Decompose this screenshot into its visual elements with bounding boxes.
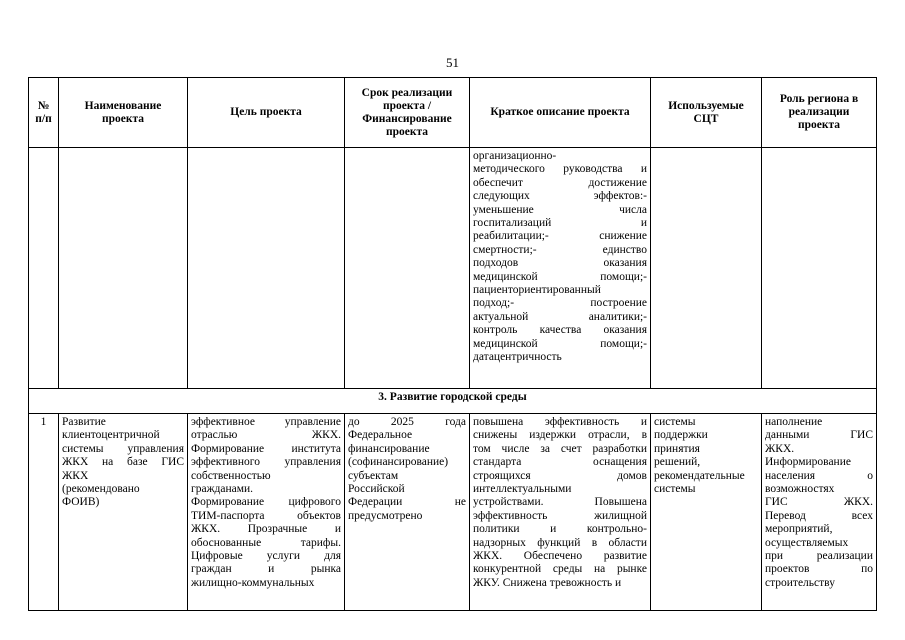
projects-table	[28, 77, 877, 611]
header-desc: Краткое описание проекта	[470, 78, 651, 148]
cell-text-line: проектов по	[765, 563, 873, 576]
cell-text-line: рекомендательные	[654, 469, 745, 482]
cell-text-line: строительству	[765, 576, 835, 589]
cell-text-line: предусмотрено	[348, 509, 423, 522]
cell-text-line: медицинской помощи;-	[473, 337, 647, 350]
cell-text-line: ЖКУ. Снижена тревожность и	[473, 576, 622, 589]
cell-text-line: надзорных функций в области	[473, 536, 647, 549]
cell-text-line: клиентоцентричной	[62, 429, 160, 442]
table-row	[29, 414, 877, 611]
cell-empty	[29, 148, 59, 389]
cell-empty	[651, 148, 762, 389]
cell-text-line: Российской	[348, 483, 405, 496]
cell-text-line: наполнение	[765, 416, 823, 428]
cell-text-line: организационно-	[473, 150, 557, 162]
cell-text-line: ФОИВ)	[62, 496, 100, 509]
cell-text-line: (рекомендовано	[62, 483, 140, 495]
cell-text-line: стандарта оснащения	[473, 456, 647, 469]
cell-role	[762, 414, 877, 611]
cell-text-line: при реализации	[765, 550, 873, 562]
cell-text-line: данными ГИС	[765, 429, 873, 442]
header-role: Роль региона в реализации проекта	[762, 78, 877, 148]
cell-text-line: подход;- построение	[473, 297, 647, 310]
cell-text-line: осуществляемых	[765, 536, 849, 549]
table-row-continued	[29, 148, 877, 389]
cell-text-line: контроль качества оказания	[473, 324, 647, 337]
section-title: 3. Развитие городской среды	[29, 389, 877, 414]
cell-term	[345, 414, 470, 611]
cell-text-line: подходов оказания	[473, 257, 647, 270]
cell-text-line: гражданами.	[191, 482, 254, 495]
cell-text-line: ЖКХ.	[765, 442, 795, 455]
cell-text-line: ТИМ-паспорта объектов	[191, 509, 341, 522]
cell-text-line: собственностью	[191, 469, 271, 482]
page-number: 51	[446, 55, 459, 70]
cell-text-line: методического руководства и	[473, 163, 647, 176]
header-goal: Цель проекта	[188, 78, 345, 148]
cell-text-line: решений,	[654, 456, 701, 469]
cell-text-line: реабилитации;- снижение	[473, 230, 647, 243]
cell-text-line: пациенториентированный	[473, 283, 601, 296]
cell-text-line: обеспечит достижение	[473, 176, 647, 189]
cell-text-line: возможностях	[765, 483, 835, 495]
cell-text-line: ЖКХ. Обеспечено развитие	[473, 549, 647, 562]
cell-text-line: политики и контрольно-	[473, 523, 647, 536]
cell-text-line: ЖКХ. Прозрачные и	[191, 523, 341, 536]
cell-text-line: поддержки	[654, 429, 708, 442]
cell-text-line: медицинской помощи;-	[473, 270, 647, 283]
cell-text-line: госпитализаций и	[473, 216, 647, 229]
cell-text-line: Информирование	[765, 456, 851, 469]
cell-text-line: обоснованные тарифы.	[191, 536, 341, 549]
header-name: Наименование проекта	[59, 78, 188, 148]
cell-text-line: уменьшение числа	[473, 203, 647, 216]
cell-text-line: том числе за счет разработки	[473, 442, 647, 455]
cell-text-line: мероприятий,	[765, 523, 833, 536]
cell-text-line: принятия	[654, 442, 700, 455]
cell-text-line: финансирование	[348, 442, 430, 455]
table-header-row	[29, 78, 877, 148]
cell-text-line: Цифровые услуги для	[191, 549, 341, 562]
cell-text-line: эффективность жилищной	[473, 509, 647, 522]
cell-text-line: строящихся домов	[473, 469, 647, 482]
cell-empty	[345, 148, 470, 389]
cell-text-line: снижены издержки отрасли, в	[473, 429, 647, 442]
cell-empty	[762, 148, 877, 389]
cell-desc-continued	[470, 148, 651, 389]
cell-text-line: населения о	[765, 469, 873, 482]
cell-goal	[188, 414, 345, 611]
cell-text-line: смертности;- единство	[473, 243, 647, 256]
cell-text-line: до 2025 года	[348, 416, 466, 428]
cell-text-line: Перевод всех	[765, 509, 873, 522]
cell-text-line: системы	[654, 483, 696, 496]
cell-text-line: граждан и рынка	[191, 563, 341, 576]
header-num: № п/п	[29, 78, 59, 148]
cell-text-line: эффективное управление	[191, 416, 341, 428]
cell-text-line: Федерации не	[348, 496, 466, 509]
cell-text-line: эффективного управления	[191, 456, 341, 469]
cell-text-line: Формирование цифрового	[191, 496, 341, 509]
cell-text-line: ЖКХ на базе ГИС	[62, 456, 184, 469]
cell-text-line: Формирование института	[191, 442, 341, 455]
cell-text-line: датацентричность	[473, 350, 562, 363]
cell-text-line: отраслью ЖКХ.	[191, 429, 341, 442]
cell-num: 1	[29, 414, 59, 611]
header-term: Срок реализации проекта / Финансирование проекта	[345, 78, 470, 148]
cell-text-line: (софинансирование)	[348, 456, 449, 469]
cell-text-line: субъектам	[348, 469, 399, 482]
header-tech: Используемые СЦТ	[651, 78, 762, 148]
section-row	[29, 389, 877, 414]
cell-text-line: жилищно-коммунальных	[191, 576, 315, 589]
cell-text-line: ЖКХ	[62, 469, 89, 482]
cell-text-line: повышена эффективность и	[473, 416, 647, 428]
cell-text-line: интеллектуальными	[473, 482, 572, 495]
cell-text-line: Развитие	[62, 416, 106, 428]
cell-text-line: следующих эффектов:-	[473, 190, 647, 203]
cell-empty	[188, 148, 345, 389]
cell-text-line: ГИС ЖКХ.	[765, 496, 873, 509]
cell-text-line: устройствами. Повышена	[473, 496, 647, 509]
cell-name	[59, 414, 188, 611]
cell-empty	[59, 148, 188, 389]
cell-text-line: конкурентной среды на рынке	[473, 563, 647, 576]
cell-text-line: актуальной аналитики;-	[473, 310, 647, 323]
cell-text-line: системы	[654, 416, 696, 428]
cell-desc	[470, 414, 651, 611]
cell-text-line: системы управления	[62, 442, 184, 455]
cell-text-line: Федеральное	[348, 429, 413, 442]
cell-tech	[651, 414, 762, 611]
